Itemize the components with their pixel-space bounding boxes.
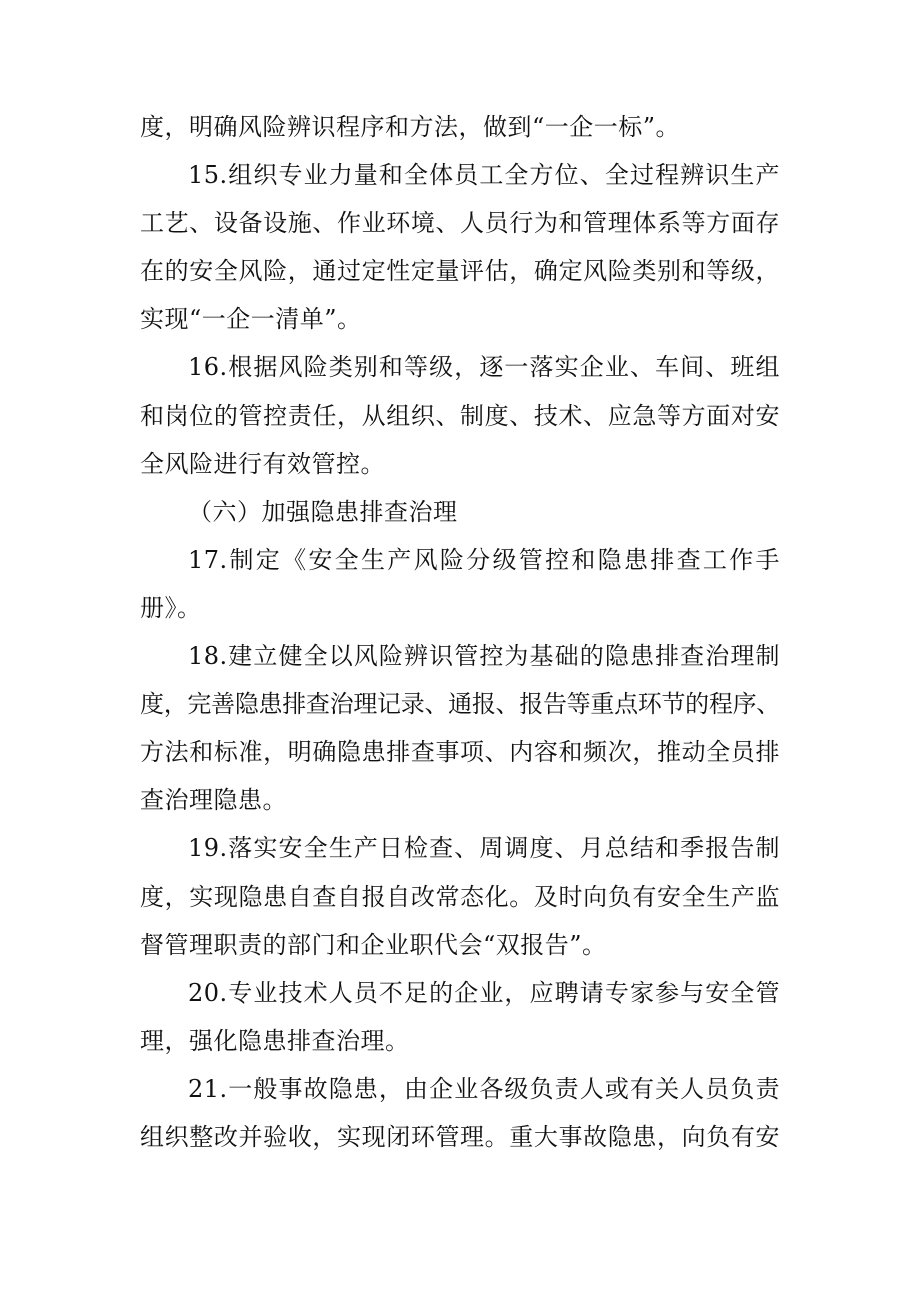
text-line: 19.落实安全生产日检查、周调度、月总结和季报告制 [188, 834, 780, 863]
text-line: 查治理隐患。 [140, 786, 287, 815]
text-line: 18.建立健全以风险辨识管控为基础的隐患排查治理制 [188, 642, 780, 671]
document-body [140, 103, 780, 1161]
paragraph-item-19 [140, 824, 780, 968]
text-line: 16.根据风险类别和等级，逐一落实企业、车间、班组 [188, 353, 780, 382]
paragraph-continuation [140, 103, 780, 151]
text-line: 20.专业技术人员不足的企业，应聘请专家参与安全管 [188, 978, 780, 1007]
paragraph-item-20 [140, 969, 780, 1065]
text-line: 册》。 [140, 593, 202, 622]
text-line: 督管理职责的部门和企业职代会“双报告”。 [140, 930, 607, 959]
text-line: 17.制定《安全生产风险分级管控和隐患排查工作手 [188, 545, 780, 574]
text-line: 理，强化隐患排查治理。 [140, 1026, 410, 1055]
text-line: 度，明确风险辨识程序和方法，做到“一企一标”。 [140, 113, 681, 141]
paragraph-item-16 [140, 343, 780, 487]
text-line: 和岗位的管控责任，从组织、制度、技术、应急等方面对安 [140, 401, 780, 430]
paragraph-item-15 [140, 151, 780, 343]
text-line: 15.组织专业力量和全体员工全方位、全过程辨识生产 [188, 161, 780, 190]
text-line: 全风险进行有效管控。 [140, 449, 385, 478]
text-line: 方法和标准，明确隐患排查事项、内容和频次，推动全员排 [140, 738, 780, 767]
paragraph-item-21 [140, 1065, 780, 1161]
section-heading-text: （六）加强隐患排查治理 [188, 497, 458, 526]
text-line: 度，完善隐患排查治理记录、通报、报告等重点环节的程序、 [140, 690, 780, 719]
text-line: 在的安全风险，通过定性定量评估，确定风险类别和等级， [140, 257, 780, 286]
paragraph-item-17 [140, 536, 780, 632]
text-line: 实现“一企一清单”。 [140, 305, 362, 334]
text-line: 组织整改并验收，实现闭环管理。重大事故隐患，向负有安 [140, 1122, 780, 1151]
text-line: 度，实现隐患自查自报自改常态化。及时向负有安全生产监 [140, 882, 780, 911]
section-heading [140, 488, 780, 536]
text-line: 21.一般事故隐患，由企业各级负责人或有关人员负责 [188, 1074, 780, 1103]
paragraph-item-18 [140, 632, 780, 824]
text-line: 工艺、设备设施、作业环境、人员行为和管理体系等方面存 [140, 209, 780, 238]
